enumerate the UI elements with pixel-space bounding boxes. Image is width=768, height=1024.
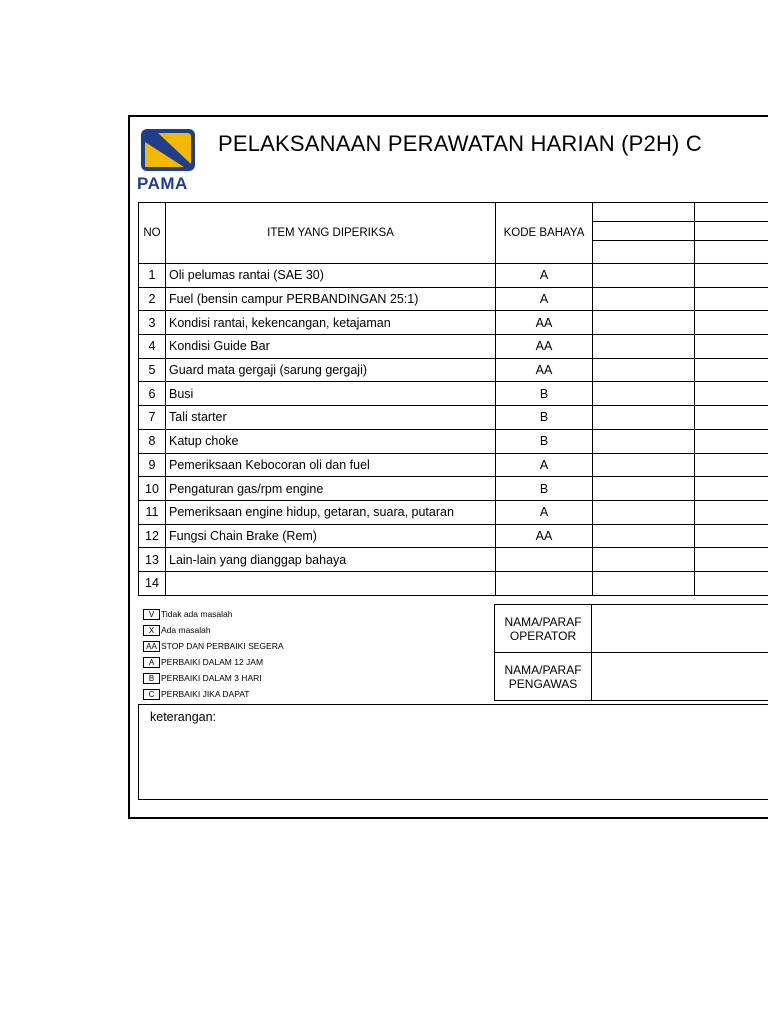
row-item: Katup choke (166, 429, 496, 453)
row-check-cell[interactable] (695, 287, 768, 311)
row-item: Busi (166, 382, 496, 406)
row-kode: A (496, 453, 593, 477)
notes-label: keterangan: (150, 710, 217, 724)
row-check-cell[interactable] (593, 406, 695, 430)
row-no: 5 (139, 358, 166, 382)
pengawas-label-line2: PENGAWAS (508, 676, 578, 691)
row-no: 9 (139, 453, 166, 477)
row-no: 4 (139, 335, 166, 359)
table-row (139, 500, 768, 524)
legend-code: V (143, 609, 160, 620)
legend-item (143, 606, 284, 622)
row-check-cell[interactable] (695, 429, 768, 453)
legend-code: AA (143, 641, 160, 652)
operator-label (495, 605, 592, 653)
header-item: ITEM YANG DIPERIKSA (166, 203, 496, 264)
legend-item (143, 670, 284, 686)
row-check-cell[interactable] (695, 477, 768, 501)
row-item (166, 571, 496, 595)
row-check-cell[interactable] (593, 264, 695, 288)
legend-text: Ada masalah (161, 625, 211, 635)
row-item: Tali starter (166, 406, 496, 430)
row-kode: B (496, 382, 593, 406)
row-item: Guard mata gergaji (sarung gergaji) (166, 358, 496, 382)
row-item: Fungsi Chain Brake (Rem) (166, 524, 496, 548)
pengawas-label (495, 653, 592, 701)
row-kode: B (496, 406, 593, 430)
table-row (139, 571, 768, 595)
row-item: Fuel (bensin campur PERBANDINGAN 25:1) (166, 287, 496, 311)
row-no: 12 (139, 524, 166, 548)
table-row (139, 453, 768, 477)
operator-label-line2: OPERATOR (509, 628, 577, 643)
row-kode: AA (496, 524, 593, 548)
row-check-cell[interactable] (695, 358, 768, 382)
legend-code: A (143, 657, 160, 668)
row-item: Lain-lain yang dianggap bahaya (166, 548, 496, 572)
row-check-cell[interactable] (593, 358, 695, 382)
row-check-cell[interactable] (695, 311, 768, 335)
row-no: 10 (139, 477, 166, 501)
inspection-table (138, 202, 768, 596)
table-header-row (139, 203, 768, 264)
table-row (139, 524, 768, 548)
row-kode: A (496, 264, 593, 288)
row-no: 13 (139, 548, 166, 572)
row-item: Pengaturan gas/rpm engine (166, 477, 496, 501)
row-kode: A (496, 500, 593, 524)
table-row (139, 311, 768, 335)
row-item: Kondisi rantai, kekencangan, ketajaman (166, 311, 496, 335)
row-check-cell[interactable] (593, 453, 695, 477)
legend-item (143, 654, 284, 670)
row-check-cell[interactable] (695, 335, 768, 359)
legend-text: Tidak ada masalah (161, 609, 233, 619)
row-no: 1 (139, 264, 166, 288)
pengawas-label-line1: NAMA/PARAF (504, 662, 582, 677)
operator-signature-field[interactable] (592, 605, 768, 653)
signature-table (494, 604, 768, 701)
row-item: Pemeriksaan engine hidup, getaran, suara, putaran (166, 500, 496, 524)
row-check-cell[interactable] (593, 477, 695, 501)
header-check-col-1 (593, 203, 695, 264)
operator-label-line1: NAMA/PARAF (504, 614, 582, 629)
table-row (139, 429, 768, 453)
row-check-cell[interactable] (593, 524, 695, 548)
pama-logo (137, 128, 199, 192)
row-no: 3 (139, 311, 166, 335)
legend-text: PERBAIKI JIKA DAPAT (161, 689, 250, 699)
legend-code: C (143, 689, 160, 700)
row-no: 7 (139, 406, 166, 430)
table-row (139, 335, 768, 359)
row-item: Pemeriksaan Kebocoran oli dan fuel (166, 453, 496, 477)
table-row (139, 477, 768, 501)
row-check-cell[interactable] (593, 571, 695, 595)
legend-item (143, 686, 284, 702)
legend-code: B (143, 673, 160, 684)
row-check-cell[interactable] (695, 453, 768, 477)
table-row (139, 548, 768, 572)
row-kode (496, 571, 593, 595)
legend-item (143, 638, 284, 654)
header-check-col-2 (695, 203, 768, 264)
table-row (139, 264, 768, 288)
row-kode: B (496, 477, 593, 501)
notes-box[interactable] (138, 704, 768, 800)
row-check-cell[interactable] (695, 548, 768, 572)
row-kode: B (496, 429, 593, 453)
legend-code: X (143, 625, 160, 636)
row-no: 8 (139, 429, 166, 453)
row-item: Kondisi Guide Bar (166, 335, 496, 359)
row-no: 14 (139, 571, 166, 595)
row-no: 6 (139, 382, 166, 406)
row-check-cell[interactable] (695, 382, 768, 406)
legend-item (143, 622, 284, 638)
pengawas-signature-field[interactable] (592, 653, 768, 701)
row-check-cell[interactable] (695, 264, 768, 288)
table-row (139, 287, 768, 311)
row-check-cell[interactable] (593, 500, 695, 524)
table-row (139, 382, 768, 406)
row-no: 11 (139, 500, 166, 524)
row-check-cell[interactable] (593, 335, 695, 359)
row-check-cell[interactable] (695, 406, 768, 430)
legend (143, 606, 284, 702)
row-item: Oli pelumas rantai (SAE 30) (166, 264, 496, 288)
row-check-cell[interactable] (593, 548, 695, 572)
row-kode: AA (496, 358, 593, 382)
logo-text: PAMA (137, 174, 188, 193)
legend-text: STOP DAN PERBAIKI SEGERA (161, 641, 284, 651)
page-title: PELAKSANAAN PERAWATAN HARIAN (P2H) C (218, 131, 702, 156)
row-check-cell[interactable] (695, 500, 768, 524)
legend-text: PERBAIKI DALAM 12 JAM (161, 657, 264, 667)
row-kode (496, 548, 593, 572)
row-check-cell[interactable] (593, 311, 695, 335)
row-check-cell[interactable] (695, 524, 768, 548)
row-kode: AA (496, 311, 593, 335)
row-check-cell[interactable] (593, 382, 695, 406)
row-check-cell[interactable] (593, 287, 695, 311)
header-no: NO (139, 203, 166, 264)
row-check-cell[interactable] (593, 429, 695, 453)
legend-text: PERBAIKI DALAM 3 HARI (161, 673, 262, 683)
table-row (139, 406, 768, 430)
header-kode: KODE BAHAYA (496, 203, 593, 264)
row-kode: AA (496, 335, 593, 359)
pama-logo-icon (140, 128, 196, 172)
row-kode: A (496, 287, 593, 311)
row-check-cell[interactable] (695, 571, 768, 595)
table-row (139, 358, 768, 382)
row-no: 2 (139, 287, 166, 311)
